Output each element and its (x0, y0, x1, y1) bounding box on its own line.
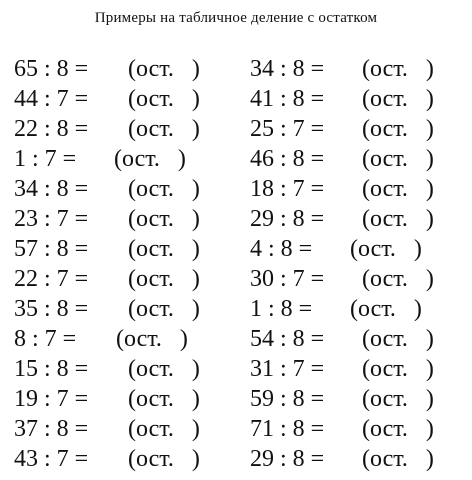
left-example: 19 : 7 = (14, 386, 89, 412)
right-remainder: (ост. ) (350, 296, 422, 322)
left-example: 22 : 7 = (14, 266, 89, 292)
left-remainder: (ост. ) (128, 176, 200, 202)
right-example: 54 : 8 = (250, 326, 325, 352)
right-remainder: (ост. ) (362, 416, 434, 442)
right-example: 18 : 7 = (250, 176, 325, 202)
left-remainder: (ост. ) (128, 446, 200, 472)
left-example: 23 : 7 = (14, 206, 89, 232)
left-remainder: (ост. ) (128, 356, 200, 382)
right-example: 41 : 8 = (250, 86, 325, 112)
example-row (0, 114, 472, 144)
example-row (0, 204, 472, 234)
left-remainder: (ост. ) (128, 56, 200, 82)
left-remainder: (ост. ) (128, 206, 200, 232)
left-example: 34 : 8 = (14, 176, 89, 202)
example-row (0, 264, 472, 294)
left-example: 44 : 7 = (14, 86, 89, 112)
left-example: 57 : 8 = (14, 236, 89, 262)
example-row (0, 84, 472, 114)
left-example: 37 : 8 = (14, 416, 89, 442)
right-example: 59 : 8 = (250, 386, 325, 412)
left-example: 22 : 8 = (14, 116, 89, 142)
right-example: 29 : 8 = (250, 206, 325, 232)
right-example: 4 : 8 = (250, 236, 313, 262)
left-remainder: (ост. ) (128, 386, 200, 412)
example-row (0, 294, 472, 324)
right-example: 71 : 8 = (250, 416, 325, 442)
worksheet-title: Примеры на табличное деление с остатком (94, 10, 378, 26)
right-remainder: (ост. ) (362, 176, 434, 202)
example-row (0, 144, 472, 174)
left-example: 8 : 7 = (14, 326, 77, 352)
example-row (0, 324, 472, 354)
right-remainder: (ост. ) (362, 326, 434, 352)
left-example: 65 : 8 = (14, 56, 89, 82)
right-remainder: (ост. ) (362, 356, 434, 382)
right-remainder: (ост. ) (362, 146, 434, 172)
left-remainder: (ост. ) (128, 116, 200, 142)
right-example: 30 : 7 = (250, 266, 325, 292)
example-row (0, 234, 472, 264)
left-example: 35 : 8 = (14, 296, 89, 322)
left-remainder: (ост. ) (128, 236, 200, 262)
right-example: 46 : 8 = (250, 146, 325, 172)
right-remainder: (ост. ) (362, 206, 434, 232)
left-remainder: (ост. ) (128, 266, 200, 292)
example-row (0, 54, 472, 84)
right-example: 1 : 8 = (250, 296, 313, 322)
right-example: 34 : 8 = (250, 56, 325, 82)
right-remainder: (ост. ) (362, 386, 434, 412)
right-example: 31 : 7 = (250, 356, 325, 382)
example-row (0, 444, 472, 474)
examples-grid (0, 54, 472, 474)
example-row (0, 174, 472, 204)
left-example: 15 : 8 = (14, 356, 89, 382)
right-remainder: (ост. ) (362, 86, 434, 112)
right-example: 29 : 8 = (250, 446, 325, 472)
left-remainder: (ост. ) (128, 416, 200, 442)
left-example: 43 : 7 = (14, 446, 89, 472)
example-row (0, 414, 472, 444)
example-row (0, 354, 472, 384)
left-remainder: (ост. ) (116, 326, 188, 352)
left-remainder: (ост. ) (128, 86, 200, 112)
right-remainder: (ост. ) (350, 236, 422, 262)
left-remainder: (ост. ) (128, 296, 200, 322)
example-row (0, 384, 472, 414)
right-example: 25 : 7 = (250, 116, 325, 142)
right-remainder: (ост. ) (362, 56, 434, 82)
right-remainder: (ост. ) (362, 266, 434, 292)
left-remainder: (ост. ) (114, 146, 186, 172)
right-remainder: (ост. ) (362, 446, 434, 472)
left-example: 1 : 7 = (14, 146, 77, 172)
right-remainder: (ост. ) (362, 116, 434, 142)
